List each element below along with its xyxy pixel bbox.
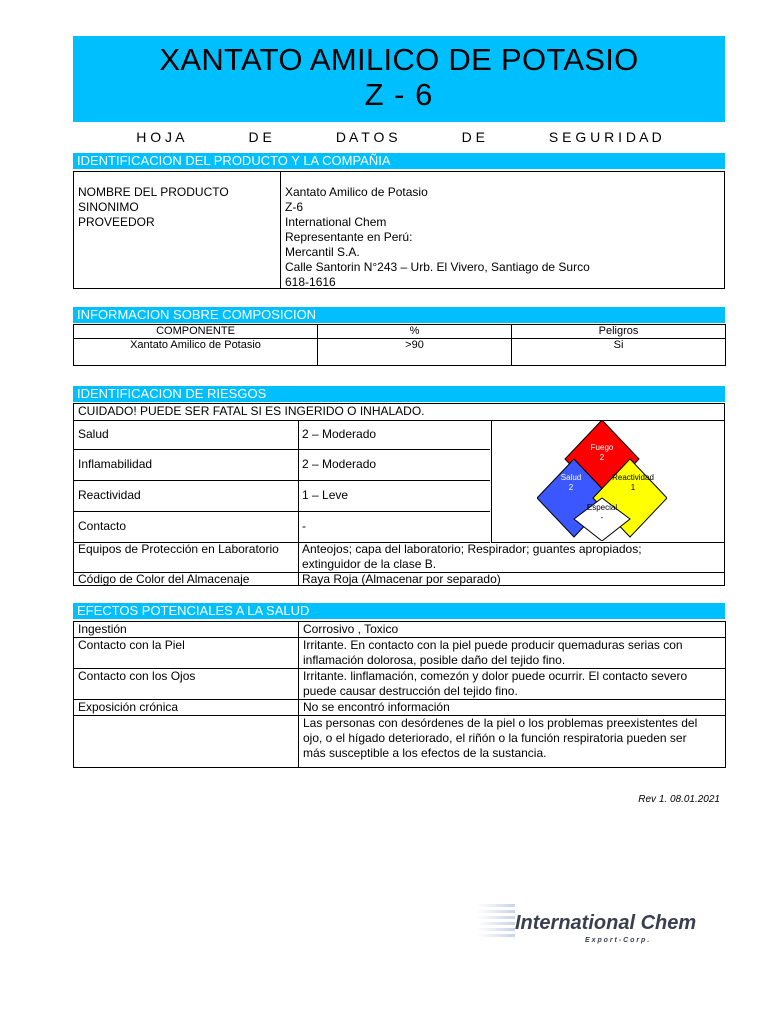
table-row	[74, 622, 726, 638]
section-heading-identification: IDENTIFICACION DEL PRODUCTO Y LA COMPAÑIA	[73, 153, 725, 169]
table-row	[74, 700, 726, 716]
document-title: XANTATO AMILICO DE POTASIO	[159, 42, 639, 77]
special-value: -	[600, 513, 604, 522]
reactivity-value: 1	[630, 483, 636, 492]
equipment-line: Anteojos; capa del laboratorio; Respirador; guantes apropiados;	[302, 542, 642, 556]
risk-value: -	[302, 519, 306, 533]
health-label: Salud	[560, 473, 582, 482]
risk-value: 1 – Leve	[302, 488, 349, 502]
nfpa-hazard-diamond	[537, 420, 667, 541]
effect-line: más susceptible a los efectos de la sustancia.	[303, 746, 547, 760]
risk-row	[74, 420, 490, 450]
cell-component: Xantato Amilico de Potasio	[74, 339, 318, 366]
value-line: Representante en Perú:	[285, 230, 413, 244]
table-header-row	[74, 325, 726, 339]
value-line: 618-1616	[285, 275, 336, 289]
effect-line: Corrosivo , Toxico	[303, 622, 399, 636]
logo-graphic	[477, 894, 722, 950]
risk-label: Salud	[74, 420, 299, 449]
subtitle-word: D E	[248, 129, 272, 145]
value-line: International Chem	[285, 215, 387, 229]
company-logo	[477, 894, 722, 950]
document-title-banner	[73, 36, 725, 122]
equipment-value	[298, 542, 724, 572]
effect-label: Exposición crónica	[74, 700, 299, 716]
effect-line: ojo, o el hígado deteriorado, el riñón o la función respiratoria pueden ser	[303, 731, 687, 745]
effect-label	[74, 716, 299, 768]
composition-table	[73, 324, 726, 366]
risk-label: Inflamabilidad	[74, 450, 299, 480]
effect-label: Ingestión	[74, 622, 299, 638]
table-row	[74, 638, 726, 669]
storage-row	[74, 572, 724, 586]
identification-labels	[78, 185, 229, 230]
risk-value: 2 – Moderado	[302, 457, 377, 471]
effect-value	[299, 622, 726, 638]
special-label: Especial	[586, 503, 618, 512]
effect-line: Irritante. En contacto con la piel puede producir quemaduras serias con	[303, 638, 683, 652]
risk-row	[74, 450, 490, 481]
table-row	[74, 669, 726, 700]
subtitle-word: H O J A	[136, 129, 185, 145]
label-product-name: NOMBRE DEL PRODUCTO	[78, 185, 229, 199]
section-heading-health-effects: EFECTOS POTENCIALES A LA SALUD	[73, 603, 725, 619]
risk-value: 2 – Moderado	[302, 427, 377, 441]
label-synonym: SINONIMO	[78, 200, 139, 214]
effect-value	[299, 700, 726, 716]
identification-box	[73, 171, 725, 289]
section-heading-composition: INFORMACION SOBRE COMPOSICION	[73, 307, 725, 323]
risk-row	[74, 481, 490, 512]
identification-values	[285, 185, 715, 290]
effect-line: inflamación dolorosa, posible daño del tejido fino.	[303, 653, 566, 667]
storage-value: Raya Roja (Almacenar por separado)	[302, 572, 501, 586]
equipment-label: Equipos de Protección en Laboratorio	[74, 542, 299, 572]
header-percent: %	[318, 325, 512, 339]
column-divider	[491, 420, 492, 543]
equipment-row	[74, 542, 724, 573]
composition-table-wrap	[73, 324, 725, 366]
value-line: Xantato Amilico de Potasio	[285, 185, 428, 199]
cell-hazards: Si	[512, 339, 726, 366]
health-value: 2	[568, 483, 574, 492]
effect-line: Irritante. linflamación, comezón y dolor puede ocurrir. El contacto severo	[303, 669, 688, 683]
warning-text: CUIDADO! PUEDE SER FATAL SI ES INGERIDO O INHALADO.	[78, 404, 425, 418]
header-component: COMPONENTE	[74, 325, 318, 339]
subtitle-word: D A T O S	[335, 129, 398, 145]
equipment-line: extinguidor de la clase B.	[302, 557, 437, 571]
revision-label: Rev 1. 08.01.2021	[638, 794, 720, 805]
document-subtitle	[73, 129, 725, 147]
effect-label: Contacto con los Ojos	[74, 669, 299, 700]
health-effects-table-wrap	[73, 621, 725, 768]
effect-line: No se encontró información	[303, 700, 450, 714]
risk-label: Reactividad	[74, 481, 299, 511]
value-line: Mercantil S.A.	[285, 245, 360, 259]
logo-tagline: E x p o r t - C o r p .	[585, 937, 650, 944]
effect-value	[299, 669, 726, 700]
logo-name: International Chem	[515, 912, 697, 934]
warning-row	[74, 404, 724, 421]
effect-label: Contacto con la Piel	[74, 638, 299, 669]
logo-stripes	[477, 904, 515, 937]
effect-line: Las personas con desórdenes de la piel o los problemas preexistentes del	[303, 716, 698, 730]
fire-label: Fuego	[590, 443, 614, 452]
fire-value: 2	[599, 453, 605, 462]
effect-line: puede causar destrucción del tejido fino.	[303, 684, 518, 698]
column-divider	[280, 172, 281, 288]
health-effects-table	[73, 621, 726, 768]
product-code: Z - 6	[364, 77, 434, 112]
section-heading-risks: IDENTIFICACION DE RIESGOS	[73, 386, 725, 402]
table-row	[74, 716, 726, 768]
risk-label: Contacto	[74, 512, 299, 542]
subtitle-word: S E G U R I D A D	[548, 129, 662, 145]
effect-value	[299, 638, 726, 669]
storage-label: Código de Color del Almacenaje	[74, 572, 299, 586]
table-row	[74, 339, 726, 366]
cell-percent: >90	[318, 339, 512, 366]
subtitle-word: D E	[461, 129, 485, 145]
header-hazards: Peligros	[512, 325, 726, 339]
risks-box	[73, 403, 725, 586]
value-line: Calle Santorin N°243 – Urb. El Vivero, Santiago de Surco	[285, 260, 590, 274]
risk-row	[74, 512, 490, 543]
value-line: Z-6	[285, 200, 303, 214]
effect-value	[299, 716, 726, 768]
label-supplier: PROVEEDOR	[78, 215, 155, 229]
reactivity-label: Reactividad	[612, 473, 654, 482]
